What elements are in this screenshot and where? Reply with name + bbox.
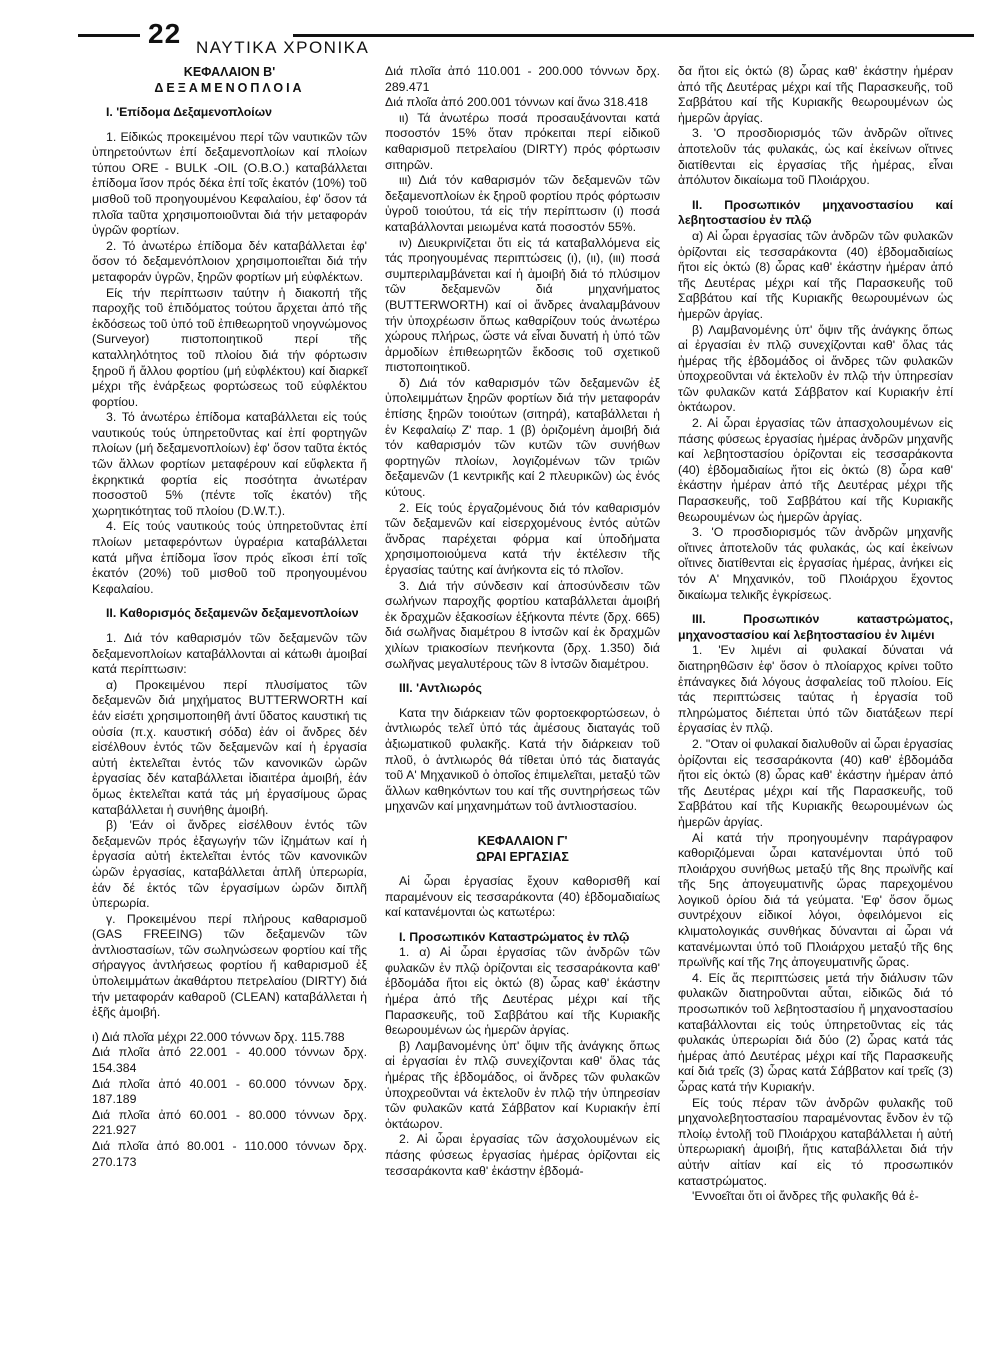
page-number: 22 <box>148 18 182 49</box>
header-rule-right <box>293 34 974 37</box>
page-header <box>78 18 974 60</box>
paragraph: 4. Είς ἅς περιπτώσεις μετά τήν διάλυσιν τῶν φυλακῶν διατηροῦνται αὗται, εἰδικῶς διά τό προσωπικόν τοῦ λεβητοστασίου ἤ μηχανοστασίου καταβάλλονται εἰς τούς ὑπηρετοῦντας εἰς τάς φυλακάς ὑπερωρίαι διά δύο (2) ὧρας κατά τάς ἡμέρας ἀπό Δευτέρας μέχρι καί τῆς Παρασκευῆς καί διά τρεῖς (3) ὧρας κατά Σάββατον καί τρεῖς (3) ὧρας κατά τήν Κυριακήν. <box>678 970 953 1094</box>
section-title: Ι. 'Επίδομα Δεξαμενοπλοίων <box>106 105 272 119</box>
rate-line: Διά πλοῖα ἀπό 200.001 τόννων καί ἄνω 318.418 <box>385 95 648 110</box>
paragraph: Είς τούς πέραν τῶν ἀνδρῶν φυλακῆς τοῦ μηχανολεβητοστασίου παραμένοντας ἔνδον ἐν τῷ πλοίῳ ἐντολῇ τοῦ Πλοιάρχου καταβάλλεται ἡ αὐτή ὑπερωριακή ἀμοιβή, ἥτις καταβάλλεται διά τήν αὐτήν αἰτίαν καί εἰς τό προσωπικόν καταστρώματος. <box>678 1095 953 1188</box>
rate-line: ι) Διά πλοῖα μέχρι 22.000 τόννων δρχ. 115.788 <box>92 1029 345 1044</box>
paragraph: Είς τήν περίπτωσιν ταύτην ἡ διακοπή τῆς παροχῆς τοῦ ἐπιδόματος τούτου ἄρχεται ἀπό τῆς ἐκδόσεως τοῦ ὑπό τοῦ ἐπιθεωρητοῦ νηογνώμονος (Surveyor) πιστοποιητικοῦ περί τῆς καταλληλότητος τοῦ πλοίου διά τήν φόρτωσιν ξηροῦ ἤ ἄλλου φορτίου (μή εὐφλέκτου) καί διαρκεῖ μέχρι τῆς ἐνάρξεως φορτώσεως τοῦ εὐφλέκτου φορτίου. <box>92 285 367 409</box>
paragraph: 'Εννοεῖται ὅτι οἱ ἄνδρες τῆς φυλακῆς θά ἐ- <box>692 1189 919 1204</box>
chapter-title: ΚΕΦΑΛΑΙΟΝ Β' <box>183 65 276 79</box>
paragraph: 2. ''Οταν οἱ φυλακαί διαλυθοῦν αἱ ὧραι ἐργασίας ὁρίζονται εἰς τεσσαράκοντα (40) καθ' ἑβδομάδα ἤτοι εἰς ὀκτώ (8) ὧρας καθ' ἑκάστην ἡμέραν ἀπό τῆς Δευτέρας μέχρι καί τῆς Παρασκευῆς, τοῦ Σαββάτου καί τῆς Κυριακῆς θεωρουμένων ὡς ἡμερῶν ἀργίας. <box>678 736 953 829</box>
rate-line: Διά πλοῖα ἀπό 22.001 - 40.000 τόννων δρχ. 154.384 <box>92 1045 367 1076</box>
paragraph: 3. Διά τήν σύνδεσιν καί ἀποσύνδεσιν τῶν σωλήνων παροχῆς φορτίου καταβάλλεται ἀμοιβή ἐκ δραχμῶν ἑξακοσίων ἑξήκοντα πέντε (δρχ. 665) διά σωλῆνας διαμέτρου 8 ἰντσῶν καί ἐκ δραχμῶν χιλίων τριακοσίων πενήκοντα (δρχ. 1.350) διά σωλῆνας μεγαλυτέρους τῶν 8 ἰντσῶν διαμέτρου. <box>385 578 660 671</box>
section-title: ΙΙΙ. 'Αντλιωρός <box>399 681 482 696</box>
section-title: Ι. Προσωπικόν Καταστρώματος ἐν πλῷ <box>399 929 630 944</box>
paragraph: β) Λαμβανομένης ὑπ' ὄψιν τῆς ἀνάγκης ὅπως αἱ ἐργασίαι ἐν πλῷ συνεχίζονται καθ' ὅλας τάς ἡμέρας τῆς ἑβδομάδος, οἱ ἄνδρες τῶν φυλακῶν ὑποχρεοῦνται νά ἐκτελοῦν ἐν πλῷ τήν ὑπηρεσίαν τῶν φυλακῶν κατά Σάββατον καί Κυριακήν ἐπί ὀκτάωρον. <box>385 1038 660 1131</box>
paragraph: α) Προκειμένου περί πλυσίματος τῶν δεξαμενῶν διά μηχήματος BUTTERWORTH καί ἐάν εἰσέτι χρησιμοποιηθῆ ἀντί ὕδατος καυστική τις οὐσία (π.χ. καυστική σόδα) ἐάν οἱ ἄνδρες δέν εἰσέλθουν ἐντός τῶν δεξαμενῶν καί ἡ ἐργασία αὐτή ἐκτελεῖται ἐντός τῶν κανονικῶν ὡρῶν ἐργασίας δέν καταβάλλεται ἰδιαιτέρα ἀμοιβή, ἐάν ὅμως ἐκτελεῖται κατά τάς μή ἐργασίμους ὥρας καταβάλλεται ἡ συνήθης ἀμοιβή. <box>92 677 367 817</box>
section-title: ΙΙΙ. Προσωπικόν καταστρώματος, μηχανοστασίου καί λεβητοστασίου ἐν λιμένι <box>678 612 953 642</box>
chapter-subtitle: ΩΡΑΙ ΕΡΓΑΣΙΑΣ <box>476 849 569 864</box>
paragraph: 1. Διά τόν καθαρισμόν τῶν δεξαμενῶν τῶν δεξαμενοπλοίων καταβάλλονται αἱ κάτωθι ἀμοιβαί κατά περίπτωσιν: <box>92 631 367 677</box>
rate-line: Διά πλοῖα ἀπό 60.001 - 80.000 τόννων δρχ. 221.927 <box>92 1107 367 1138</box>
paragraph: 3. 'Ο προσδιορισμός τῶν ἀνδρῶν μηχανῆς οἵτινες ἀποτελοῦν τάς φυλακάς, ὡς καί ἐκείνων οἵτινες διατίθενται εἰς ἐργασίας ἡμέρας, ἀνήκει εἰς τόν Α' Μηχανικόν, τοῦ Πλοιάρχου ἔχοντος δικαίωμα τελικῆς ἐγκρίσεως. <box>678 525 953 602</box>
paragraph: 4. Είς τούς ναυτικούς τούς ὑπηρετοῦντας ἐπί πλοίων μεταφερόντων ὑγραέρια καταβάλλεται κατά μῆνα ἐπίδομα ἴσον πρός εἴκοσι ἐπί τοῖς ἑκατόν (20%) τοῦ μισθοῦ τοῦ προηγουμένου Κεφαλαίου. <box>92 519 367 596</box>
paragraph: γ. Προκειμένου περί πλήρους καθαρισμοῦ (GAS FREEING) τῶν δεξαμενῶν τῶν ἀντλιοστασίων, τῶν σωληνώσεων φορτίου καί τῆς σήραγγος ἀντλήσεως φορτίου ἤ καθαρισμοῦ ἐξ ὑπολειμμάτων ἀκαθάρτου πετρελαίου (DIRTY) διά τήν μεταφοράν καθαροῦ (CLEAN) καταβάλλεται ἡ ἑξῆς ἀμοιβή. <box>92 911 367 1020</box>
paragraph: α) Αἱ ὧραι ἐργασίας τῶν ἀνδρῶν τῶν φυλακῶν ὁρίζονται εἰς τεσσαράκοντα (40) ἑβδομαδιαίως ἤτοι εἰς ὀκτώ (8) ὧρας καθ' ἑκάστην ἡμέραν ἀπό τῆς Δευτέρας μέχρι καί τῆς Παρασκευῆς τοῦ Σαββάτου καί τῆς Κυριακῆς θεωρουμένων ὡς ἡμερῶν ἀργίας. <box>678 228 953 321</box>
paragraph: Κατα την διάρκειαν τῶν φορτοεκφορτώσεων, ὁ ἀντλιωρός τελεῖ ὑπό τάς ἀμέσους διαταγάς τοῦ ἀξιωματικοῦ φυλακῆς. Κατά τήν διάρκειαν τοῦ πλοῦ, ὁ ἀντλιωρός θά τίθεται ὑπό τάς διαταγάς τοῦ Α' Μηχανικοῦ ὁ ὁποῖος ἐπιμελεῖται, μεταξύ τῶν ἄλλων καθηκόντων του καί τῆς συντηρήσεως τῶν μηχανῶν καί μηχανημάτων τοῦ ἀντλιοστασίου. <box>385 705 660 814</box>
rate-line: Διά πλοῖα ἀπό 80.001 - 110.000 τόννων δρχ. 270.173 <box>92 1139 367 1169</box>
publication-name: ΝΑΥΤΙΚΑ ΧΡΟΝΙΚΑ <box>196 38 370 57</box>
paragraph: 1. 'Εν λιμένι αἱ φυλακαί δύναται νά διατηρηθῶσιν ἐφ' ὅσον ὁ πλοίαρχος κρίνει τοῦτο ἐπάναγκες διά λόγους ἀσφαλείας τοῦ πλοίου. Είς τάς περιπτώσεις ταύτας ἡ ἐργασία τοῦ πληρώματος διέπεται ὑπό τῶν διατάξεων περί ἐργασίας ἐν πλῷ. <box>678 643 953 736</box>
section-title: ΙΙ. Καθορισμός δεξαμενῶν δεξαμενοπλοίων <box>106 606 359 621</box>
header-rule-left <box>78 34 140 37</box>
paragraph: 2. Αἱ ὧραι ἐργασίας τῶν ἀπασχολουμένων εἰς πάσης φύσεως ἐργασίας ἡμέρας ἀνδρῶν μηχανῆς καί λεβητοστασίου ὁρίζονται εἰς τεσσαράκοντα (40) ἑβδομαδιαίως ἤτοι εἰς ὀκτώ (8) ὧρα καθ' ἑκάστην ἡμέραν ἀπό τῆς Δευτέρας μέχρι τῆς Παρασκευῆς, τοῦ Σαββάτου καί τῆς Κυριακῆς θεωρουμένων ὡς ἡμερῶν ἀργίας. <box>678 416 953 524</box>
paragraph: 1. Είδικώς προκειμένου περί τῶν ναυτικῶν τῶν ὑπηρετούντων ἐπί δεξαμενοπλοίων καί πλοίων τύπου ORE - BULK -OIL (O.B.O.) καταβάλλεται ἐπίδομα ἴσον πρός δέκα ἐπί τοῖς ἑκατόν (10%) τοῦ μισθοῦ τοῦ προηγουμένου Κεφαλαίου, ἐφ' ὅσον τά πλοῖα ταῦτα χρησιμοποιοῦνται διά τήν μεταφοράν ὑγρῶν φορτίων. <box>92 129 367 238</box>
column-3 <box>678 64 953 1205</box>
column-2 <box>385 64 660 1179</box>
column-1 <box>92 64 367 1170</box>
paragraph: ιι) Τά ἀνωτέρω ποσά προσαυξάνονται κατά ποσοστόν 15% ὅταν πρόκειται περί εἰδικοῦ καθαρισμοῦ πετρελαίου (DIRTY) πρός φόρτωσιν σιτηρῶν. <box>385 110 660 172</box>
paragraph: 2. Αἱ ὧραι ἐργασίας τῶν ἀσχολουμένων εἰς πάσης φύσεως ἐργασίας ἡμέρας ὁρίζονται εἰς τεσσαράκοντα καθ' ἑκάστην ἑβδομά- <box>385 1132 660 1178</box>
paragraph: ιιι) Διά τόν καθαρισμόν τῶν δεξαμενῶν τῶν δεξαμενοπλοίων ἐκ ξηροῦ φορτίου πρός φόρτωσιν ὑγροῦ τοιούτου, τά εἰς τήν περίπτωσιν (ι) ποσά καταβάλλονται μειωμένα κατά ποσοστόν 55%. <box>385 173 660 234</box>
paragraph: β) 'Εάν οἱ ἄνδρες εἰσέλθουν ἐντός τῶν δεξαμενῶν πρός ἐξαγωγήν τῶν ἰζημάτων καί ἡ ἐργασία αὐτή ἐκτελεῖται ἐντός τῶν κανονικῶν ὡρῶν ἐργασίας, καταβάλλεται ἁπλῆ ὑπερωρία, ἐάν δέ ἐκτός τῶν ἐργασίμων ὡρῶν διπλῆ ὑπερωρία. <box>92 818 367 911</box>
chapter-subtitle: ΔΕΞΑΜΕΝΟΠΛΟΙΑ <box>154 81 305 95</box>
chapter-title: ΚΕΦΑΛΑΙΟΝ Γ' <box>477 833 568 848</box>
paragraph: δα ἤτοι εἰς ὀκτώ (8) ὧρας καθ' ἑκάστην ἡμέραν ἀπό τῆς Δευτέρας μέχρι καί τῆς Παρασκευῆς, τοῦ Σαββάτου καί τῆς Κυριακῆς θεωρουμένων ὡς ἡμερῶν ἀργίας. <box>678 64 953 125</box>
paragraph: β) Λαμβανομένης ὑπ' ὄψιν τῆς ἀνάγκης ὅπως αἱ ἐργασίαι ἐν πλῷ συνεχίζονται καθ' ὅλας τάς ἡμέρας τῆς ἑβδομάδος οἱ ἄνδρες τῶν φυλακῶν ὑποχρεοῦνται νά ἐκτελοῦν ἐν πλῷ τήν ὑπηρεσίαν τῶν φυλακῶν κατά Σάββατον καί Κυριακήν ἐπί ὀκτάωρον. <box>678 322 953 415</box>
paragraph: 3. 'Ο προσδιορισμός τῶν ἀνδρῶν οἵτινες ἀποτελοῦν τάς φυλακάς, ὡς καί ἐκείνων οἵτινες διατίθενται εἰς ἐργασίας τῆς ἡμέρας, εἶναι ἀπόλυτον δικαίωμα τοῦ Πλοιάρχου. <box>678 126 953 188</box>
paragraph: 3. Τό ἀνωτέρω ἐπίδομα καταβάλλεται εἰς τούς ναυτικούς τούς ὑπηρετοῦντας καί ἐπί φορτηγῶν πλοίων (μή δεξαμενοπλοίων) ἐφ' ὅσον ταῦτα ἐκτός τῶν ἄλλων φορτίων μεταφέρουν καί εὔφλεκτα ἤ ἐκρηκτικά φορτία εἰς ποσότητα ἀνωτέραν ποσοστοῦ 5% (πέντε τοῖς ἑκατόν) τῆς χωρητικότητας τοῦ πλοίου (D.W.T.). <box>92 410 367 518</box>
paragraph: 2. Είς τούς ἐργαζομένους διά τόν καθαρισμόν τῶν δεξαμενῶν καί εἰσερχομένους ἐντός αὐτῶν ἄνδρας παρέχεται φόρμα καί ὑποδήματα χρησιμοποιούμενα κατά τήν ἐκτέλεσιν τῆς ἐργασίας ταύτης καί ἀνήκοντα εἰς τό πλοῖον. <box>385 500 660 577</box>
paragraph: δ) Διά τόν καθαρισμόν τῶν δεξαμενῶν ἐξ ὑπολειμμάτων ξηρῶν φορτίων διά τήν μεταφοράν ἑπίσης ξηρῶν τοιούτων (σιτηρά), καταβάλλεται ἡ ἐν Κεφαλαίῳ Ζ' παρ. 1 (β) ὁριζομένη ἀμοιβή διά τόν καθαρισμόν τῶν κυτῶν τῶν συνήθων φορτηγῶν πλοίων, λογιζομένων τῶν τριῶν δεξαμενῶν (1 κεντρικῆς καί 2 πλευρικῶν) ὡς ἑνός κύτους. <box>385 375 660 500</box>
paragraph: 2. Τό ἀνωτέρω ἐπίδομα δέν καταβάλλεται ἐφ' ὅσον τό δεξαμενόπλοιον χρησιμοποιεῖται διά τήν μεταφοράν ὑγρῶν, ξηρῶν φορτίων μή εὐφλέκτων. <box>92 238 367 284</box>
paragraph: 1. α) Αἱ ὧραι ἐργασίας τῶν ἀνδρῶν τῶν φυλακῶν ἐν πλῷ ὁρίζονται εἰς τεσσαράκοντα καθ' ἑβδομάδα ἤτοι εἰς ὀκτώ (8) ὧρας καθ' ἑκάστην ἡμέρα ἀπό τῆς Δευτέρας μέχρι καί τῆς Παρασκευῆς, τοῦ Σαββάτου καί τῆς Κυριακῆς θεωρουμένων ὡς ἡμερῶν ἀργίας. <box>385 945 660 1038</box>
rate-line: Διά πλοῖα ἀπό 110.001 - 200.000 τόννων δρχ. 289.471 <box>385 64 660 94</box>
paragraph: Αἱ κατά τήν προηγουμένην παράγραφον καθοριζόμεναι ὧραι κατανέμονται ὑπό τοῦ πλοιάρχου συνήθως μεταξύ τῆς 8ης πρωϊνῆς καί τῆς 5ης ἀπογευματινῆς ὥρας παρεχομένου λογικοῦ ὁρίου διά τά γεύματα. 'Εφ' ὅσον ὅμως συντρέχουν εἰδικοί λόγοι, ὀφειλόμενοι εἰς κλιματολογικάς συνθήκας δύνανται αἱ ὧραι νά κατανέμωνται ὑπό τοῦ Πλοιάρχου μεταξύ τῆς 6ης πρωϊνῆς καί τῆς 7ης ἀπογευματινῆς ὥρας. <box>678 830 953 970</box>
paragraph: ιν) Διευκρινίζεται ὅτι εἰς τά καταβαλλόμενα εἰς τάς προηγουμένας περιπτώσεις (ι), (ιι), (ιιι) ποσά συμπεριλαμβάνεται καί ἡ ἀμοιβή διά τό πλύσιμον τῶν δεξαμενῶν διά μηχανήματος (BUTTERWORTH) καί οἱ ἄνδρες ἀναλαμβάνουν τήν ὑποχρέωσιν ὅπως καθαρίζουν τούς ἀνωτέρω χώρους πλήρως, ὥστε νά εἶναι δυνατή ἡ ὑπό τῶν ἁρμοδίων ἐπιθεωρητῶν ἔκδοσις τοῦ σχετικοῦ πιστοποιητικοῦ. <box>385 235 660 375</box>
rate-line: Διά πλοῖα ἀπό 40.001 - 60.000 τόννων δρχ. 187.189 <box>92 1076 367 1107</box>
paragraph: Αἱ ὧραι ἐργασίας ἔχουν καθορισθῆ καί παραμένουν εἰς τεσσαράκοντα (40) ἑβδομαδιαίως καί κατανέμονται ὡς κατωτέρω: <box>385 873 660 920</box>
section-title: ΙΙ. Προσωπικόν μηχανοστασίου καί λεβητοστασίου ἐν πλῷ <box>678 197 953 228</box>
